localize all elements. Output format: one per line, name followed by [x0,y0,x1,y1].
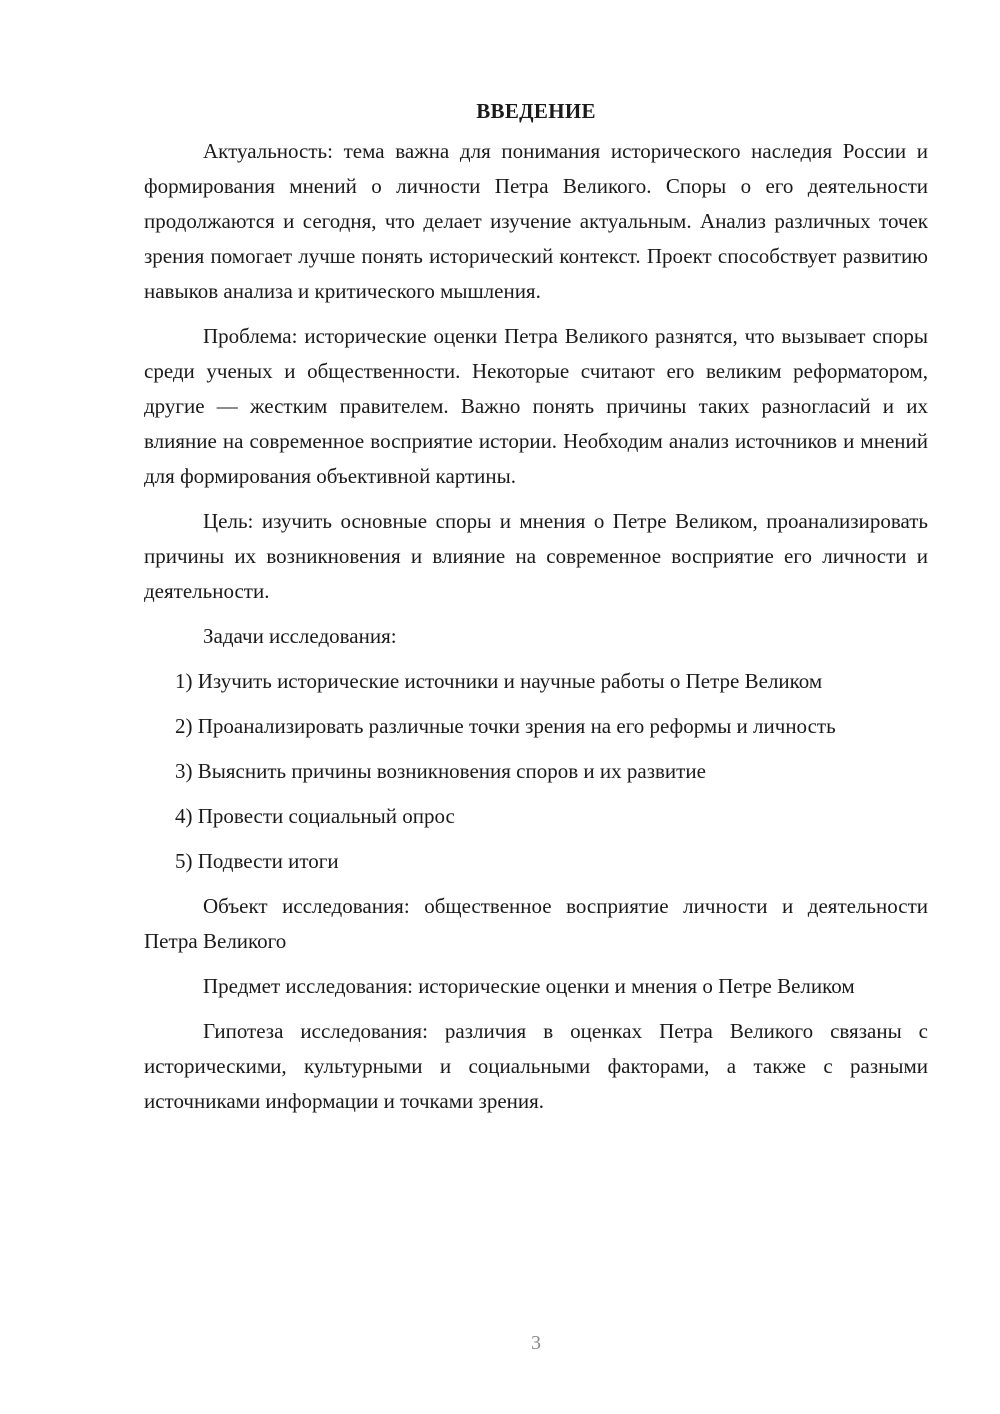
task-item-4: 4) Провести социальный опрос [175,804,455,828]
document-page [144,96,928,1129]
paragraph-problem: Проблема: исторические оценки Петра Великого разнятся, что вызывает споры среди ученых и общественности. Некоторые считают его великим реформатором, другие — жестким правителем. Важно понять причины таких разногласий и их влияние на современное восприятие истории. Необходим анализ источников и мнений для формирования объективной картины. [144,324,928,488]
task-item-5: 5) Подвести итоги [175,849,339,873]
task-item-1: 1) Изучить исторические источники и научные работы о Петре Великом [175,669,823,693]
paragraph-hypothesis: Гипотеза исследования: различия в оценках Петра Великого связаны с историческими, культурными и социальными факторами, а также с разными источниками информации и точками зрения. [144,1019,928,1113]
paragraph-relevance: Актуальность: тема важна для понимания исторического наследия России и формирования мнений о личности Петра Великого. Споры о его деятельности продолжаются и сегодня, что делает изучение актуальным. Анализ различных точек зрения помогает лучше понять исторический контекст. Проект способствует развитию навыков анализа и критического мышления. [144,139,928,303]
task-item-2: 2) Проанализировать различные точки зрения на его реформы и личность [175,714,836,738]
paragraph-goal: Цель: изучить основные споры и мнения о Петре Великом, проанализировать причины их возникновения и влияние на современное восприятие его личности и деятельности. [144,509,928,603]
paragraph-tasks-heading: Задачи исследования: [203,624,397,648]
section-title: ВВЕДЕНИЕ [476,99,596,123]
page-number: 3 [531,1332,541,1354]
paragraph-object: Объект исследования: общественное восприятие личности и деятельности Петра Великого [144,894,928,953]
task-item-3: 3) Выяснить причины возникновения споров и их развитие [175,759,706,783]
paragraph-subject: Предмет исследования: исторические оценки и мнения о Петре Великом [203,974,855,998]
